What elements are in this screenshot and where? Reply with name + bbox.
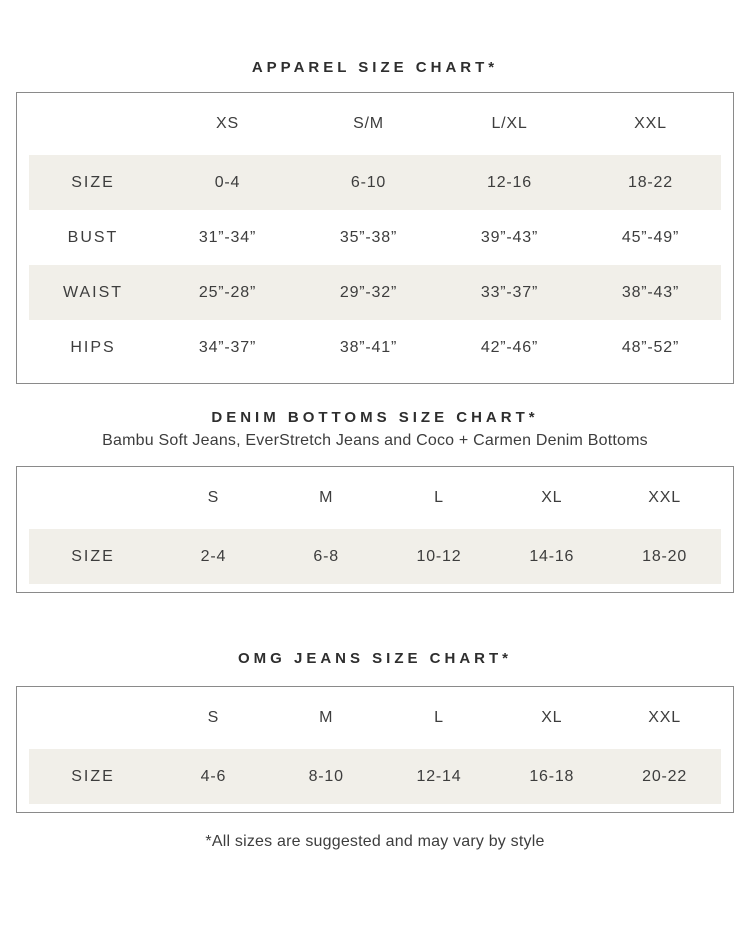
apparel-size-chart-section (0, 58, 750, 384)
row-label: SIZE (71, 173, 115, 191)
table-cell: 18-22 (628, 173, 673, 191)
row-label: SIZE (71, 547, 115, 565)
table-cell: 18-20 (642, 547, 688, 565)
table-cell: 33”-37” (480, 283, 539, 301)
table-cell: 42”-46” (480, 338, 539, 356)
omg-size-table (16, 686, 734, 813)
table-row-bust (29, 210, 721, 265)
column-header-xl: XL (541, 709, 563, 726)
table-cell: 2-4 (200, 547, 227, 565)
table-cell: 16-18 (529, 767, 575, 785)
table-row-size (29, 749, 721, 804)
column-header-xl: XL (541, 489, 563, 506)
table-cell: 12-16 (487, 173, 532, 191)
size-disclaimer-footnote: *All sizes are suggested and may vary by style (205, 833, 545, 850)
row-label: WAIST (62, 283, 124, 301)
apparel-size-table (16, 92, 734, 384)
table-row-size (29, 155, 721, 210)
table-cell: 48”-52” (621, 338, 680, 356)
denim-chart-subtitle: Bambu Soft Jeans, EverStretch Jeans and Coco + Carmen Denim Bottoms (102, 432, 648, 449)
table-cell: 6-8 (313, 547, 339, 565)
table-cell: 31”-34” (198, 228, 257, 246)
omg-table-header-row (29, 687, 721, 749)
column-header-xxl: XXL (648, 709, 681, 726)
table-cell: 35”-38” (339, 228, 398, 246)
table-cell: 10-12 (416, 547, 462, 565)
omg-chart-title: OMG JEANS SIZE CHART* (237, 650, 513, 667)
table-cell: 14-16 (529, 547, 575, 565)
table-row-waist (29, 265, 721, 320)
table-row-hips (29, 320, 721, 375)
column-header-xs: XS (216, 115, 239, 132)
table-cell: 20-22 (642, 767, 688, 785)
table-cell: 38”-43” (621, 283, 680, 301)
table-cell: 0-4 (214, 173, 241, 191)
denim-table-header-row (29, 467, 721, 529)
table-cell: 8-10 (308, 767, 344, 785)
table-cell: 38”-41” (339, 338, 398, 356)
column-header-s: S (207, 709, 220, 726)
row-label: SIZE (71, 767, 115, 785)
denim-bottoms-size-chart-section (0, 408, 750, 593)
denim-size-table (16, 466, 734, 593)
column-header-l: L (434, 709, 444, 726)
table-cell: 6-10 (350, 173, 387, 191)
apparel-table-header-row (29, 93, 721, 155)
row-label: BUST (67, 228, 119, 246)
table-cell: 34”-37” (198, 338, 257, 356)
omg-jeans-size-chart-section (0, 649, 750, 813)
table-cell: 29”-32” (339, 283, 398, 301)
table-row-size (29, 529, 721, 584)
table-cell: 45”-49” (621, 228, 680, 246)
column-header-xxl: XXL (648, 489, 681, 506)
denim-chart-title: DENIM BOTTOMS SIZE CHART* (211, 409, 539, 426)
column-header-l: L (434, 489, 444, 506)
table-cell: 39”-43” (480, 228, 539, 246)
table-cell: 25”-28” (198, 283, 257, 301)
column-header-m: M (319, 709, 334, 726)
column-header-m: M (319, 489, 334, 506)
row-label: HIPS (70, 338, 116, 356)
column-header-s: S (207, 489, 220, 506)
table-cell: 4-6 (200, 767, 227, 785)
column-header-xxl: XXL (634, 115, 667, 132)
column-header-lxl: L/XL (491, 115, 528, 132)
table-cell: 12-14 (416, 767, 462, 785)
column-header-sm: S/M (353, 115, 384, 132)
apparel-chart-title: APPAREL SIZE CHART* (251, 59, 499, 76)
